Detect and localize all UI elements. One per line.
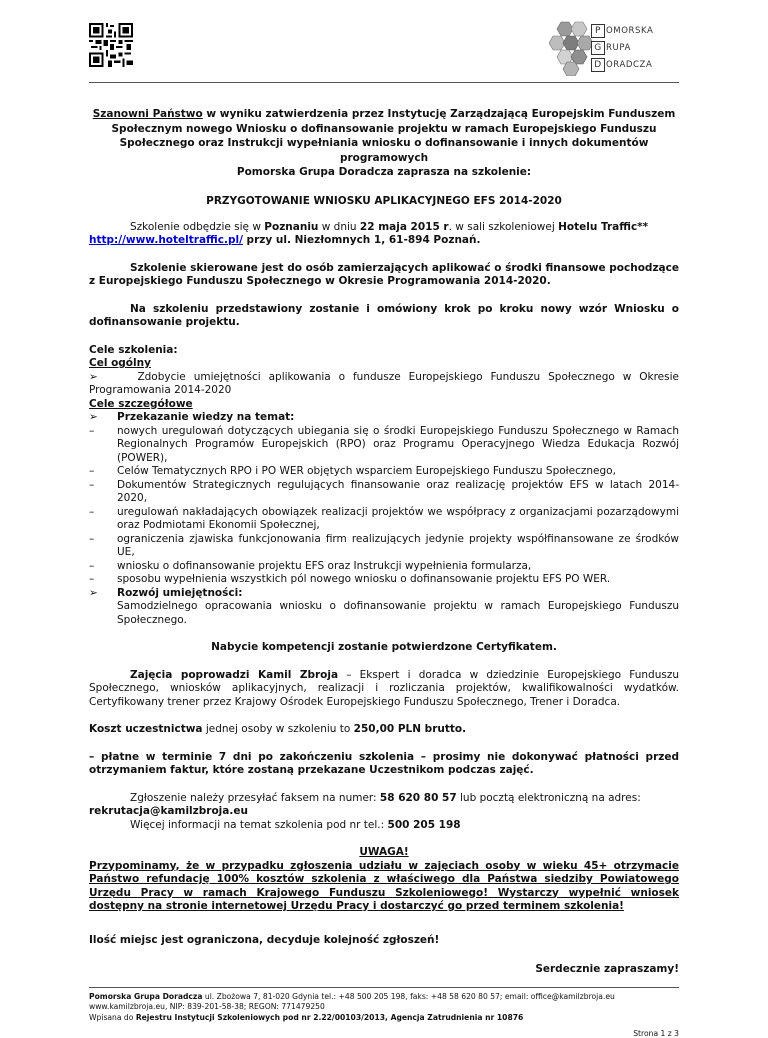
list-item: – wniosku o dofinansowanie projektu EFS oraz Instrukcji wypełnienia formularza, [89, 559, 532, 572]
registration-paragraph: Zgłoszenie należy przesyłać faksem na numer: 58 620 80 57 lub pocztą elektroniczną na adres: [130, 791, 641, 804]
general-goal-heading: Cel ogólny [89, 357, 151, 369]
page-header [89, 20, 679, 76]
list-item: – sposobu wypełnienia wszystkich pól nowego wniosku o dofinansowanie projektu EFS PO WER. [89, 573, 611, 585]
footer-divider [89, 987, 679, 988]
logo-line-3: D ORADCZA [591, 58, 652, 72]
dash-bullet-icon: – [89, 478, 95, 491]
dash-bullet-icon: – [89, 532, 95, 545]
dash-bullet-icon: – [89, 559, 95, 572]
hexagon-cluster-icon [549, 20, 593, 76]
page-number: Strona 1 z 3 [633, 1029, 679, 1038]
goals-heading: Cele szkolenia: [89, 343, 178, 356]
list-item: – uregulowań nakładających obowiązek realizacji projektów we współpracy z organizacjami pozarządowymi oraz Podmiotami Ekonomii Społecznej, [89, 505, 679, 531]
notice-heading: UWAGA! [359, 846, 409, 858]
limited-places-note: Ilość miejsc jest ograniczona, decyduje kolejność zgłoszeń! [89, 933, 440, 946]
arrow-bullet-icon: ➢ [89, 586, 98, 599]
info-phone-line: Więcej informacji na temat szkolenia pod nr tel.: 500 205 198 [130, 818, 461, 831]
general-goal-text: ➢ Zdobycie umiejętności aplikowania o fundusze Europejskiego Funduszu Społecznego w Okresie Programowania 2014-2020 [89, 370, 679, 396]
audience-paragraph: Szkolenie skierowane jest do osób zamierzających aplikować o środki finansowe pochodzące z Europejskiego Funduszu Społecznego w Okresie Programowania 2014-2020. [89, 261, 679, 287]
footer-line-1: Pomorska Grupa Doradcza ul. Zbożowa 7, 81-020 Gdynia tel.: +48 500 205 198, faks: +48 58 620 80 57; email: office@kamilzbroja.eu [89, 991, 615, 1001]
dash-bullet-icon: – [89, 465, 95, 477]
hotel-name: Hotelu Traffic** [558, 220, 649, 233]
certificate-note: Nabycie kompetencji zostanie potwierdzone Certyfikatem. [211, 641, 557, 653]
venue-paragraph: Szkolenie odbędzie się w Poznaniu w dniu 22 maja 2015 r. w sali szkoleniowej Hotelu Traffic** http://www.hoteltraffic.pl/ przy ul. Niezłomnych 1, 61-894 Poznań. [89, 220, 649, 246]
intro-invitation: Pomorska Grupa Doradcza zaprasza na szkolenie: [236, 166, 532, 178]
trainer-paragraph: Zajęcia poprowadzi Kamil Zbroja – Ekspert i doradca w dziedzinie Europejskiego Funduszu Społecznego, wniosków aplikacyjnych, realizacji i rozliczania projektów, kwalifikowalności wydatków. Certyfikowany trener przez Krajowy Ośrodek Europejskiego Funduszu Społecznego, Trener i Doradca. [89, 668, 680, 708]
skills-bullet: ➢ Rozwój umiejętności: [89, 586, 243, 599]
qr-code-icon [89, 23, 133, 67]
header-divider [89, 82, 679, 83]
payment-paragraph: – płatne w terminie 7 dni po zakończeniu szkolenia – prosimy nie dokonywać płatności przed otrzymaniem faktur, które zostaną przekazane Uczestnikom podczas zajęć. [89, 750, 679, 776]
hotel-address: przy ul. Niezłomnych 1, 61-894 Poznań. [242, 234, 481, 246]
footer-line-3: Wpisana do Rejestru Instytucji Szkoleniowych pod nr 2.22/00103/2013, Agencja Zatrudnienia nr 10876 [89, 1012, 524, 1022]
logo-line-2: G RUPA [591, 41, 631, 55]
dash-bullet-icon: – [89, 424, 95, 437]
list-item: – nowych uregulowań dotyczących ubiegania się o środki Europejskiego Funduszu Społecznego w Ramach Regionalnych Programów Europejskich (RPO) oraz Programu Operacyjnego Wiedza Edukacja Rozwój (POWER), [89, 424, 679, 464]
page-footer [89, 992, 679, 1024]
dash-bullet-icon: – [89, 573, 95, 585]
footer-line-2: www.kamilzbroja.eu, NIP: 839-201-58-38; REGON: 771479250 [89, 1002, 325, 1011]
training-title: PRZYGOTOWANIE WNIOSKU APLIKACYJNEGO EFS 2014-2020 [206, 194, 562, 207]
closing-line: Serdecznie zapraszamy! [535, 963, 679, 975]
info-phone: 500 205 198 [387, 818, 461, 831]
intro-paragraph [89, 107, 679, 180]
cost-amount: 250,00 PLN brutto. [353, 723, 467, 735]
skills-text: Samodzielnego opracowania wniosku o dofinansowanie projektu w ramach Europejskiego Funduszu Społecznego. [117, 600, 679, 626]
fax-number: 58 620 80 57 [379, 791, 457, 804]
knowledge-bullet: ➢ Przekazanie wiedzy na temat: [89, 411, 295, 423]
dash-bullet-icon: – [89, 505, 95, 518]
intro-text: w wyniku zatwierdzenia przez Instytucję Zarządzającą Europejskim Funduszem Społecznym nowego Wniosku o dofinansowanie projektu w ramach Europejskiego Funduszu Społecznego oraz Instrukcji wypełniania wniosku o dofinansowanie i innych dokumentów programowych [111, 108, 676, 164]
list-item: – Celów Tematycznych RPO i PO WER objętych wsparciem Europejskiego Funduszu Społecznego, [89, 465, 616, 477]
arrow-bullet-icon: ➢ [89, 411, 98, 423]
salutation: Szanowni Państwo [92, 108, 203, 120]
training-date: 22 maja 2015 r [359, 220, 449, 233]
presentation-paragraph: Na szkoleniu przedstawiony zostanie i omówiony krok po kroku nowy wzór Wniosku o dofinansowanie projektu. [89, 302, 679, 328]
registration-email[interactable]: rekrutacja@kamilzbroja.eu [89, 805, 248, 817]
specific-goals-heading: Cele szczegółowe [89, 397, 193, 410]
venue-city: Poznaniu [264, 220, 319, 233]
hotel-link[interactable]: http://www.hoteltraffic.pl/ [89, 234, 243, 246]
trainer-name: Zajęcia poprowadzi Kamil Zbroja [130, 668, 339, 681]
logo-line-1: P OMORSKA [591, 24, 653, 38]
arrow-bullet-icon: ➢ [89, 370, 98, 383]
document-page [89, 20, 679, 1038]
list-item: – ograniczenia zjawiska funkcjonowania firm realizujących jedynie projekty współfinansowane ze środków UE, [89, 532, 679, 558]
notice-text: Przypominamy, że w przypadku zgłoszenia udziału w zajęciach osoby w wieku 45+ otrzymacie Państwo refundację 100% kosztów szkolenia z właściwego dla Państwa siedziby Powiatowego Urzędu Pracy w ramach Krajowego Funduszu Szkoleniowego! Wystarczy wypełnić wniosek dostępny na stronie internetowej Urzędu Pracy i dostarczyć go przed terminem szkolenia! [89, 859, 679, 912]
cost-paragraph: Koszt uczestnictwa jednej osoby w szkoleniu to 250,00 PLN brutto. [89, 723, 467, 735]
list-item: – Dokumentów Strategicznych regulujących finansowanie oraz realizację projektów EFS w latach 2014-2020, [89, 478, 679, 504]
company-logo [549, 20, 679, 76]
